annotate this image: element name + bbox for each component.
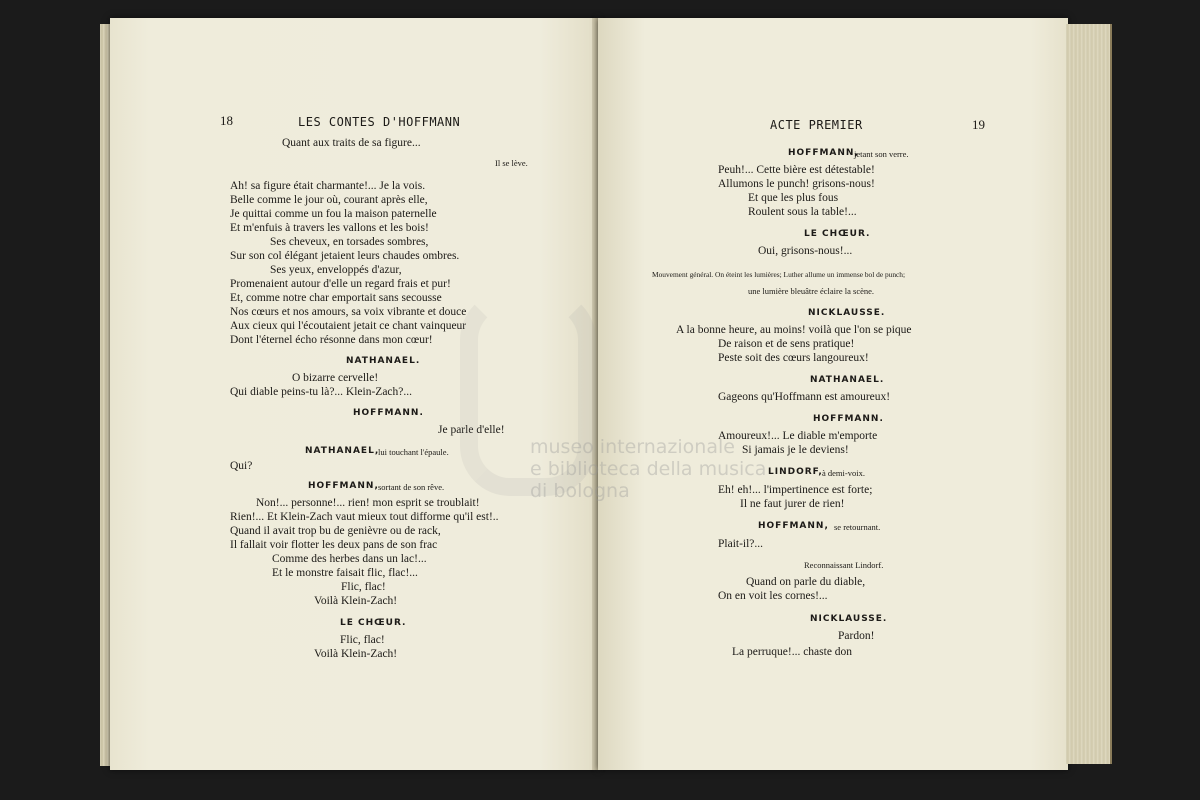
stage-direction: à demi-voix. [822, 468, 865, 478]
verse-line: Nos cœurs et nos amours, sa voix vibrante et douce [230, 306, 467, 318]
verse-line: Belle comme le jour où, courant après elle, [230, 194, 428, 206]
verse-line: Ses yeux, enveloppés d'azur, [270, 264, 402, 276]
verse-line: Pardon! [838, 630, 875, 642]
verse-line: Quand il avait trop bu de genièvre ou de rack, [230, 525, 441, 537]
verse-line: Je parle d'elle! [438, 424, 505, 436]
right-page [598, 18, 1068, 770]
stage-direction: jetant son verre. [854, 149, 909, 159]
verse-line: Quand on parle du diable, [746, 576, 866, 588]
verse-line: Et que les plus fous [748, 192, 839, 204]
verse-line: Et, comme notre char emportait sans secousse [230, 292, 442, 304]
verse-line: Oui, grisons-nous!... [758, 245, 853, 257]
speaker-name: HOFFMANN, [308, 481, 379, 491]
verse-line: Dont l'éternel écho résonne dans mon cœur! [230, 334, 433, 346]
verse-line: Allumons le punch! grisons-nous! [718, 178, 875, 190]
stage-direction: Mouvement général. On éteint les lumières; Luther allume un immense bol de punch; [652, 270, 906, 279]
speaker-name: LE CHŒUR. [804, 229, 871, 239]
verse-line: A la bonne heure, au moins! voilà que l'on se pique [676, 324, 912, 336]
verse-line: Plait-il?... [718, 538, 764, 550]
stage-direction: lui touchant l'épaule. [378, 447, 449, 457]
verse-line: Comme des herbes dans un lac!... [272, 553, 427, 565]
verse-line: Il fallait voir flotter les deux pans de son frac [230, 539, 438, 551]
stage-direction: se retournant. [834, 522, 881, 532]
verse-line: De raison et de sens pratique! [718, 338, 855, 350]
speaker-name: LINDORF, [768, 467, 823, 477]
speaker-name: HOFFMANN, [788, 148, 859, 158]
speaker-name: NICKLAUSSE. [810, 614, 888, 624]
watermark-line: e biblioteca della musica [530, 458, 767, 480]
right-page-edges [1066, 24, 1112, 764]
verse-line: Flic, flac! [341, 581, 386, 593]
watermark-line: di bologna [530, 480, 630, 502]
speaker-name: HOFFMANN. [353, 408, 424, 418]
verse-line: Il ne faut jurer de rien! [740, 498, 845, 510]
verse-line: Sur son col élégant jetaient leurs chaudes ombres. [230, 250, 460, 262]
verse-line: Voilà Klein-Zach! [314, 595, 398, 607]
speaker-name: HOFFMANN, [758, 521, 829, 531]
verse-line: Ses cheveux, en torsades sombres, [270, 236, 429, 248]
verse-line: Amoureux!... Le diable m'emporte [718, 430, 878, 442]
verse-line: Qui? [230, 460, 253, 472]
speaker-name: NATHANAEL. [810, 375, 885, 385]
verse-line: Roulent sous la table!... [748, 206, 857, 218]
verse-line: Flic, flac! [340, 634, 385, 646]
stage-direction: Reconnaissant Lindorf. [804, 560, 884, 570]
watermark [530, 436, 766, 502]
verse-line: Ah! sa figure était charmante!... Je la vois. [230, 180, 426, 192]
stage-direction: Il se lève. [495, 158, 528, 168]
verse-line: Si jamais je le deviens! [742, 444, 849, 456]
stage-direction: sortant de son rêve. [378, 482, 445, 492]
verse-line: La perruque!... chaste don [732, 646, 853, 658]
verse-line: Je quittai comme un fou la maison paternelle [230, 208, 437, 220]
verse-line: Peuh!... Cette bière est détestable! [718, 164, 875, 176]
verse-line: Promenaient autour d'elle un regard frais et pur! [230, 278, 451, 290]
page-number: 19 [972, 117, 985, 132]
stage-direction: une lumière bleuâtre éclaire la scène. [748, 286, 875, 296]
verse-line: Non!... personne!... rien! mon esprit se troublait! [256, 497, 480, 509]
verse-line: Aux cieux qui l'écoutaient jetait ce chant vainqueur [230, 320, 467, 332]
speaker-name: HOFFMANN. [813, 414, 884, 424]
verse-line: Et m'enfuis à travers les vallons et les bois! [230, 222, 429, 234]
verse-line: O bizarre cervelle! [292, 372, 379, 384]
watermark-line: museo internazionale [530, 436, 735, 458]
running-head: LES CONTES D'HOFFMANN [298, 115, 461, 129]
verse-line: Gageons qu'Hoffmann est amoureux! [718, 391, 891, 403]
verse-line: Rien!... Et Klein-Zach vaut mieux tout difforme qu'il est!.. [230, 511, 499, 523]
speaker-name: NICKLAUSSE. [808, 308, 886, 318]
speaker-name: NATHANAEL. [346, 356, 421, 366]
verse-line: On en voit les cornes!... [718, 590, 828, 602]
verse-line: Quant aux traits de sa figure... [282, 137, 421, 149]
speaker-name: NATHANAEL, [305, 446, 380, 456]
verse-line: Peste soit des cœurs langoureux! [718, 352, 869, 364]
verse-line: Et le monstre faisait flic, flac!... [272, 567, 418, 579]
page-number: 18 [220, 113, 233, 128]
verse-line: Eh! eh!... l'impertinence est forte; [718, 484, 873, 496]
speaker-name: LE CHŒUR. [340, 618, 407, 628]
verse-line: Qui diable peins-tu là?... Klein-Zach?... [230, 386, 413, 398]
verse-line: Voilà Klein-Zach! [314, 648, 398, 660]
running-head: ACTE PREMIER [770, 118, 863, 132]
